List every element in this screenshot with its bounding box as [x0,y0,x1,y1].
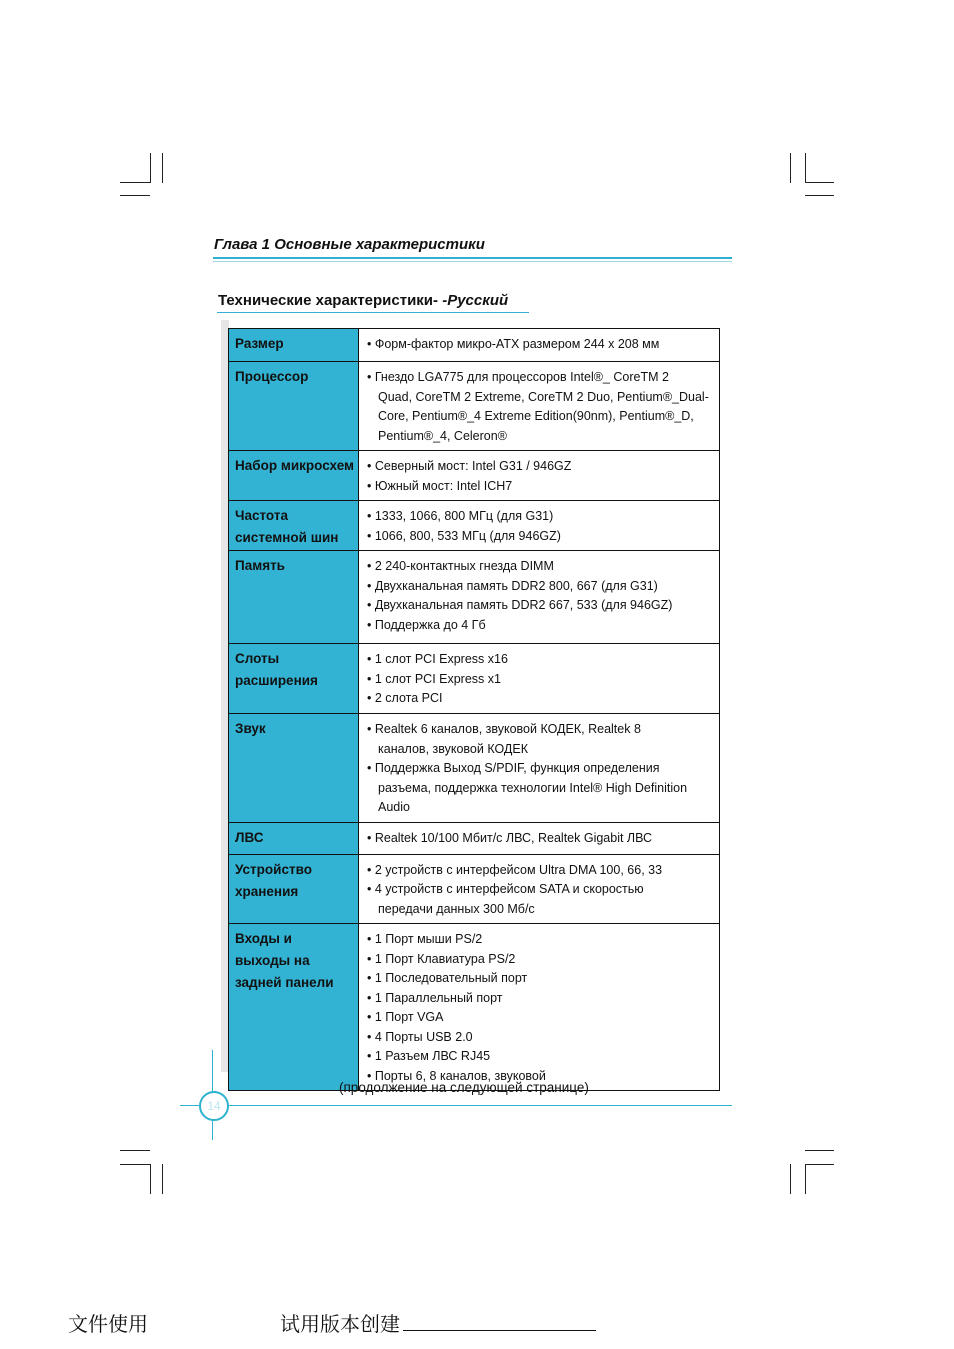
spec-value [359,451,720,501]
crop-mark [790,1164,791,1194]
spec-value-line: • 2 слота PCI [367,691,443,705]
bottom-rule [180,1105,732,1106]
footer-left-text: 文件使用 [68,1312,148,1336]
crop-mark [805,1150,834,1151]
crop-mark [120,1164,150,1165]
spec-label-line: Память [235,558,285,573]
table-row [229,924,720,1091]
spec-label [229,714,359,823]
spec-value-line: • 2 устройств с интерфейсом Ultra DMA 100, 66, 33 [367,862,663,877]
spec-label-line: хранения [235,883,299,899]
spec-value [359,329,720,362]
spec-value-line: • Южный мост: Intel ICH7 [367,478,513,493]
chapter-rule [213,257,732,259]
spec-label-line: Частота [235,508,288,523]
spec-value [359,822,720,854]
spec-label-line: ЛВС [235,829,264,845]
spec-label-line: Звук [235,721,266,736]
table-row [229,822,720,854]
spec-value-line: • 1 Порт Клавиатура PS/2 [367,951,516,966]
spec-label-line: расширения [235,673,318,688]
spec-value-line: Pentium®_4, Celeron® [378,428,507,443]
spec-value-line: • 1 Параллельный порт [367,990,503,1005]
spec-label [229,329,359,362]
crop-mark [162,1164,163,1194]
spec-value [359,362,720,451]
spec-label [229,854,359,924]
spec-value-line: • Двухканальная память DDR2 800, 667 (для G31) [367,578,658,593]
spec-table [228,328,720,1091]
crop-mark [150,153,151,183]
crop-mark [805,1164,806,1194]
spec-value [359,644,720,714]
spec-value [359,501,720,551]
spec-label-line: Размер [235,336,284,351]
spec-value-line: • Поддержка до 4 Гб [367,617,486,632]
spec-value-line: • 1 Порт VGA [367,1010,444,1024]
table-row [229,501,720,551]
spec-label-line: задней панели [235,975,334,990]
spec-value [359,924,720,1091]
spec-label-line: Процессор [235,369,309,384]
section-title-text: Технические характеристики- [218,292,439,309]
crop-mark [805,182,834,183]
spec-value-line: разъема, поддержка технологии Intel® High Definition [378,780,688,795]
crop-mark [120,195,150,196]
table-row [229,329,720,362]
footer-underline [403,1330,596,1331]
spec-value-line: • Северный мост: Intel G31 / 946GZ [367,459,572,473]
spec-value [359,714,720,823]
spec-value-line: • 1 слот PCI Express x1 [367,671,501,686]
spec-label-line: Слоты [235,651,280,666]
section-rule [217,312,529,313]
spec-value-line: Quad, CoreTM 2 Extreme, CoreTM 2 Duo, Pentium®_Dual- [378,389,709,404]
crop-mark [162,153,163,183]
table-row [229,644,720,714]
chapter-title: Глава 1 Основные характеристики [214,236,485,253]
spec-value-line: Core, Pentium®_4 Extreme Edition(90nm), Pentium®_D, [378,409,694,423]
spec-label [229,644,359,714]
spec-value [359,854,720,924]
spec-value-line: Audio [378,800,410,814]
spec-value-line: • 1 Последовательный порт [367,971,528,985]
spec-value-line: передачи данных 300 Мб/с [378,901,535,916]
table-row [229,451,720,501]
spec-label [229,362,359,451]
crop-mark [805,153,806,183]
spec-label-line: Набор микросхем [235,458,355,473]
continued-note: (продолжение на следующей странице) [339,1080,589,1095]
spec-label [229,451,359,501]
spec-value-line: • Форм-фактор микро-ATX размером 244 x 208 мм [367,337,660,351]
spec-label [229,822,359,854]
section-language: -Русский [438,292,509,309]
spec-label [229,501,359,551]
spec-value-line: • Порты 6, 8 каналов, звуковой [367,1068,546,1083]
crop-mark [805,1164,834,1165]
spec-label [229,924,359,1091]
spec-value-line: • 1333, 1066, 800 МГц (для G31) [367,509,554,523]
spec-value-line: • Поддержка Выход S/PDIF, функция определения [367,761,660,775]
table-row [229,362,720,451]
spec-value-line: • Гнездо LGA775 для процессоров Intel®_ CoreTM 2 [367,370,669,384]
spec-value-line: каналов, звуковой КОДЕК [378,741,529,756]
spec-value-line: • Realtek 6 каналов, звуковой КОДЕК, Realtek 8 [367,722,641,736]
spec-label-line: Входы и [235,931,292,946]
page-number: 14 [199,1091,229,1121]
crop-mark [120,1150,150,1151]
spec-value-line: • 1 слот PCI Express x16 [367,652,508,666]
section-title [218,292,508,309]
spec-label [229,551,359,644]
spec-value-line: • 1 Разъем ЛВС RJ45 [367,1049,491,1063]
crop-mark [150,1164,151,1194]
table-row [229,714,720,823]
spec-value-line: • 1066, 800, 533 МГц (для 946GZ) [367,528,561,543]
crop-mark [805,195,834,196]
spec-label-line: системной шин [235,530,339,545]
footer-right-text: 试用版本创建 [280,1312,400,1336]
spec-value-line: • 4 Порты USB 2.0 [367,1029,473,1044]
chapter-rule-thin [213,261,732,262]
spec-label-line: Устройство [235,861,312,877]
table-row [229,854,720,924]
spec-label-line: выходы на [235,953,310,968]
spec-value-line: • 2 240-контактных гнезда DIMM [367,559,554,573]
spec-value-line: • Realtek 10/100 Мбит/с ЛВС, Realtek Gigabit ЛВС [367,830,653,845]
spec-value-line: • Двухканальная память DDR2 667, 533 (для 946GZ) [367,598,673,612]
crop-mark [120,182,150,183]
crop-mark [790,153,791,183]
spec-value-line: • 1 Порт мыши PS/2 [367,932,483,946]
table-row [229,551,720,644]
spec-value-line: • 4 устройств с интерфейсом SATA и скоростью [367,882,644,896]
spec-value [359,551,720,644]
